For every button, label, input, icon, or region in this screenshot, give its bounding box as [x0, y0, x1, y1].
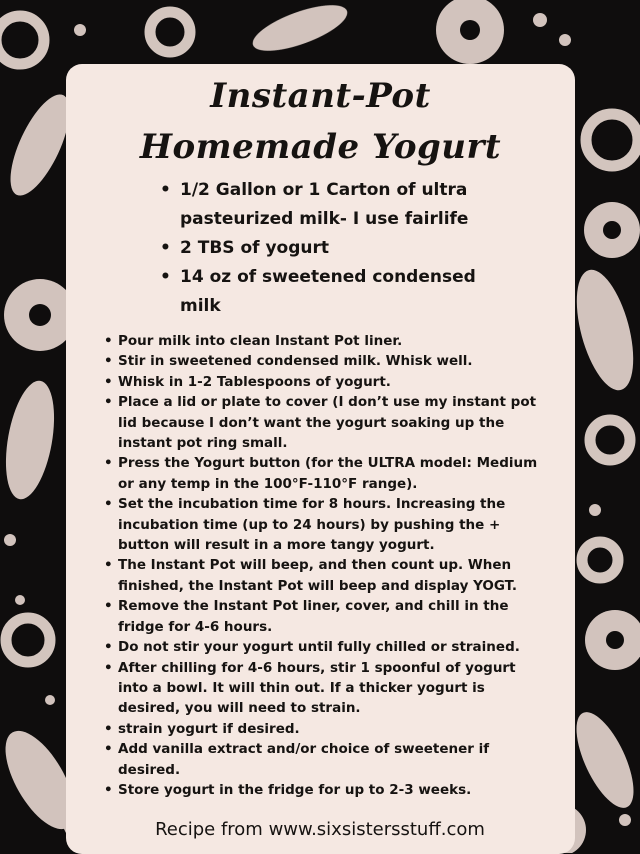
recipe-title-line2: Homemade Yogurt	[139, 127, 502, 167]
recipe-source-credit: Recipe from www.sixsistersstuff.com	[155, 819, 485, 840]
instruction-step: • Whisk in 1-2 Tablespoons of yogurt.	[103, 372, 548, 392]
instruction-step: • Store yogurt in the fridge for up to 2-3 weeks.	[103, 780, 548, 800]
recipe-card	[66, 64, 575, 854]
instruction-step: • Do not stir your yogurt until fully chilled or strained.	[103, 637, 548, 657]
instruction-step: • Add vanilla extract and/or choice of sweetener if desired.	[103, 739, 548, 780]
instruction-step: • Stir in sweetened condensed milk. Whisk well.	[103, 351, 548, 371]
recipe-source-banner	[120, 808, 520, 853]
instruction-step: • Remove the Instant Pot liner, cover, and chill in the fridge for 4-6 hours.	[103, 596, 548, 637]
instruction-step: • The Instant Pot will beep, and then count up. When finished, the Instant Pot will beep and display YOGT.	[103, 555, 548, 596]
instruction-list	[103, 331, 548, 800]
instruction-step: • Place a lid or plate to cover (I don’t use my instant pot lid because I don’t want the yogurt soaking up the instant pot ring small.	[103, 392, 548, 453]
ingredient-item: • 1/2 Gallon or 1 Carton of ultra pasteurized milk- I use fairlife	[160, 176, 505, 234]
ingredient-item: • 14 oz of sweetened condensed milk	[160, 263, 505, 321]
instruction-step: • Set the incubation time for 8 hours. Increasing the incubation time (up to 24 hours) by pushing the + button will result in a more tangy yogurt.	[103, 494, 548, 555]
instruction-step: • Press the Yogurt button (for the ULTRA model: Medium or any temp in the 100°F-110°F range).	[103, 453, 548, 494]
instruction-step: • strain yogurt if desired.	[103, 719, 548, 739]
instruction-step: • Pour milk into clean Instant Pot liner.	[103, 331, 548, 351]
recipe-title-line1: Instant-Pot	[210, 76, 431, 116]
instruction-step: • After chilling for 4-6 hours, stir 1 spoonful of yogurt into a bowl. It will thin out. If a thicker yogurt is desired, you will need to strain.	[103, 658, 548, 719]
ingredient-item: • 2 TBS of yogurt	[160, 234, 505, 263]
ingredient-list	[160, 176, 505, 321]
